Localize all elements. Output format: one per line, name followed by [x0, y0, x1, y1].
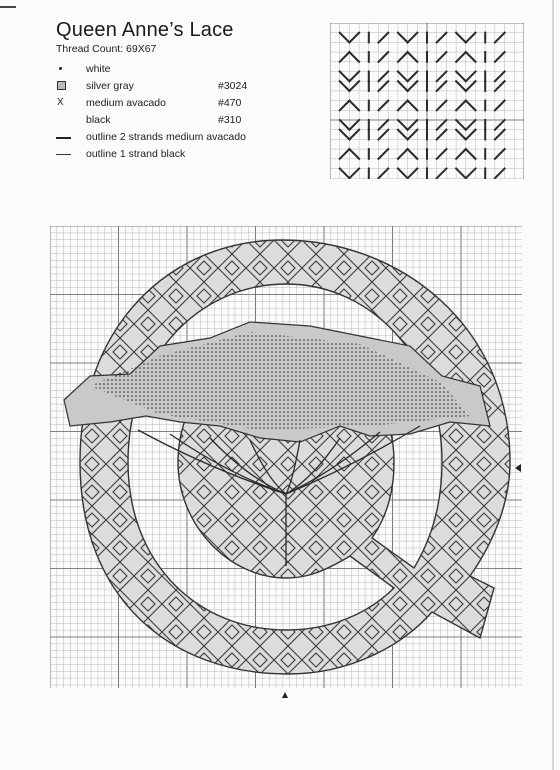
thread-count: Thread Count: 69X67: [56, 43, 157, 55]
legend-name: outline 1 strand black: [86, 148, 186, 160]
blank-symbol: [56, 111, 68, 128]
center-arrow-right-icon: [515, 464, 521, 472]
legend-row-white: [56, 60, 316, 77]
color-key: [56, 60, 316, 162]
legend-code: #470: [218, 97, 242, 109]
legend-row-outline-black: [56, 145, 316, 162]
legend-code: #310: [218, 114, 242, 126]
thick-line-icon: [56, 128, 68, 145]
pattern-title: Queen Anne’s Lace: [56, 19, 234, 41]
corner-mark: [0, 6, 16, 8]
legend-name: black: [86, 114, 111, 126]
legend-name: silver gray: [86, 80, 134, 92]
page-edge: [552, 0, 554, 770]
legend-name: white: [86, 63, 111, 75]
legend-row-medium-avacado: [56, 94, 316, 111]
legend-row-silver-gray: [56, 77, 316, 94]
border-sample-chart: [330, 23, 524, 179]
dot-icon: [56, 60, 68, 77]
legend-row-black: [56, 111, 316, 128]
legend-row-outline-avacado: [56, 128, 316, 145]
main-chart-pattern: [64, 240, 510, 674]
box-icon: [56, 77, 68, 94]
legend-name: outline 2 strands medium avacado: [86, 131, 246, 143]
letter-q-chart: [50, 226, 522, 688]
legend-name: medium avacado: [86, 97, 166, 109]
legend-code: #3024: [218, 80, 248, 92]
thin-line-icon: [56, 145, 68, 162]
border-sample-stitches: [340, 33, 505, 179]
x-icon: X: [57, 97, 64, 108]
center-arrow-bottom-icon: [282, 692, 288, 698]
